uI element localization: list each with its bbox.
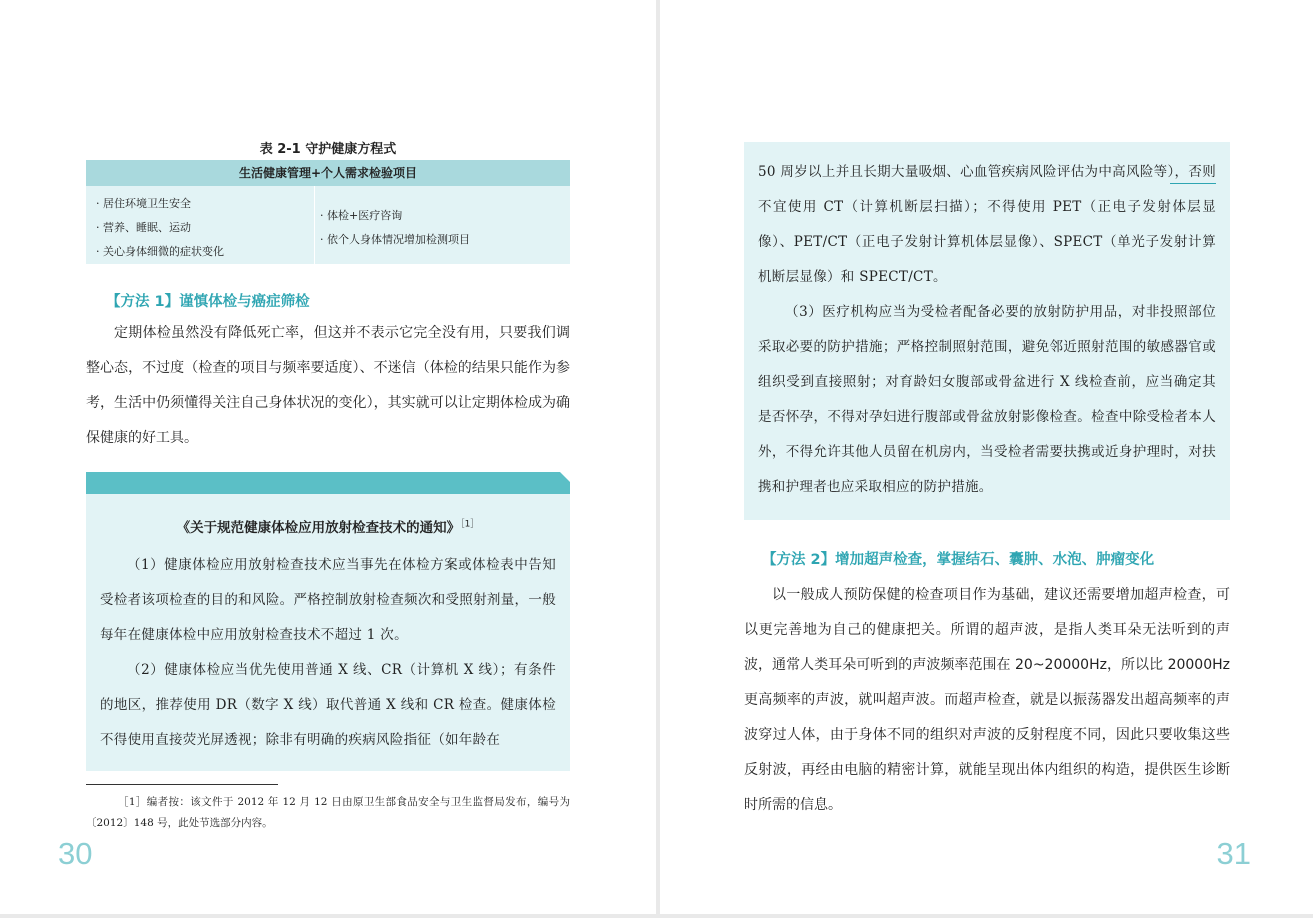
highlight-underline (1170, 183, 1216, 184)
box-header-bar (86, 472, 570, 494)
page-number: 31 (1216, 836, 1251, 871)
notice-title-text: 《关于规范健康体检应用放射检查技术的通知》 (176, 520, 461, 536)
table-divider (314, 186, 315, 264)
left-page (0, 0, 656, 914)
right-page (660, 0, 1313, 914)
notice-paragraph: 50 周岁以上并且长期大量吸烟、心血管疾病风险评估为中高风险等），否则不宜使用 CT（计算机断层扫描）；不得使用 PET（正电子发射体层显像）、PET/CT（正电子发射计算机体层显像）、SPECT（单光子发射计算机断层显像）和 SPECT/CT。 (758, 164, 1216, 285)
body-paragraph: 定期体检虽然没有降低死亡率，但这并不表示它完全没有用，只要我们调整心态，不过度（检查的项目与频率要适度）、不迷信（体检的结果只能作为参考，生活中仍须懂得关注自己身体状况的变化），其实就可以让定期体检成为确保健康的好工具。 (86, 325, 570, 446)
table-cell: · 居住环境卫生安全 (96, 197, 191, 210)
table-cell: · 依个人身体情况增加检测项目 (320, 233, 470, 246)
table-header: 生活健康管理+个人需求检验项目 (86, 160, 570, 186)
table-cell: · 关心身体细微的症状变化 (96, 245, 224, 258)
box-corner-cut (560, 472, 571, 483)
notice-box-content (758, 155, 1216, 505)
table-cell: · 营养、睡眠、运动 (96, 221, 191, 234)
footnote: ［1］编者按：该文件于 2012 年 12 月 12 日由原卫生部食品安全与卫生监督局发布，编号为〔2012〕148 号，此处节选部分内容。 (86, 796, 570, 829)
notice-paragraph: （1）健康体检应用放射检查技术应当事先在体检方案或体检表中告知受检者该项检查的目的和风险。严格控制放射检查频次和受照射剂量，一般每年在健康体检中应用放射检查技术不超过 1 次。 (100, 557, 556, 643)
body-paragraph: 以一般成人预防保健的检查项目作为基础，建议还需要增加超声检查，可以更完善地为自己的健康把关。所谓的超声波，是指人类耳朵无法听到的声波，通常人类耳朵可听到的声波频率范围在 20~20000Hz，所以比 20000Hz 更高频率的声波，就叫超声波。而超声检查，就是以振荡器发出超高频率的声波穿过人体，由于身体不同的组织对声波的反射程度不同，因此只要收集这些反射波，再经由电脑的精密计算，就能呈现出体内组织的构造，提供医生诊断时所需的信息。 (744, 587, 1230, 813)
method1-heading: 【方法 1】谨慎体检与癌症筛检 (106, 294, 310, 310)
table-column-left (96, 192, 316, 264)
notice-box-title (86, 516, 570, 536)
table-body (86, 186, 570, 264)
footnote-rule (86, 784, 278, 785)
footnote-ref: ［1］ (460, 519, 480, 530)
table-title: 表 2-1 守护健康方程式 (259, 142, 397, 157)
notice-paragraph: （2）健康体检应当优先使用普通 X 线、CR（计算机 X 线）；有条件的地区，推荐使用 DR（数字 X 线）取代普通 X 线和 CR 检查。健康体检不得使用直接荧光屏透视；除非有明确的疾病风险指征（如年龄在 (100, 662, 556, 748)
table-cell: · 体检+医疗咨询 (320, 209, 403, 222)
notice-box-content (100, 548, 556, 758)
page-number: 30 (58, 836, 93, 871)
notice-paragraph: （3）医疗机构应当为受检者配备必要的放射防护用品，对非投照部位采取必要的防护措施；严格控制照射范围，避免邻近照射范围的敏感器官或组织受到直接照射；对育龄妇女腹部或骨盆进行 X 线检查前，应当确定其是否怀孕，不得对孕妇进行腹部或骨盆放射影像检查。检查中除受检者本人外，不得允许其他人员留在机房内，当受检者需要扶携或近身护理时，对扶携和护理者也应采取相应的防护措施。 (758, 304, 1216, 495)
table-column-right (320, 204, 560, 252)
method2-heading: 【方法 2】增加超声检查，掌握结石、囊肿、水泡、肿瘤变化 (762, 552, 1155, 568)
